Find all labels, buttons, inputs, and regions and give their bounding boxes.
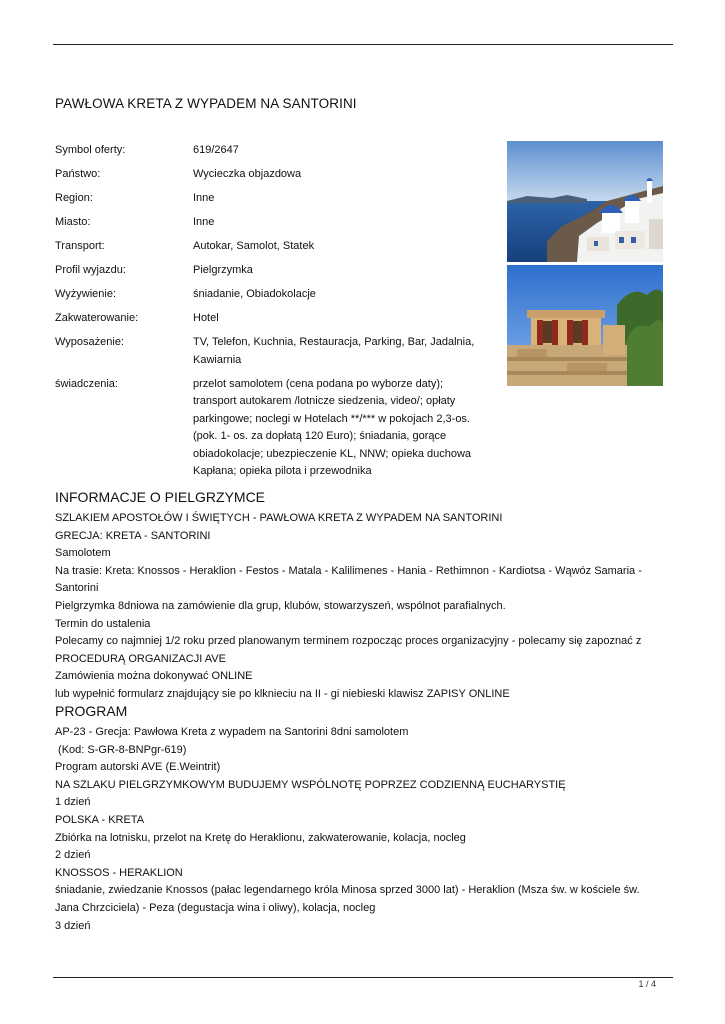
- spec-label: Państwo:: [55, 168, 101, 180]
- spec-row: [55, 214, 495, 232]
- spec-label: świadczenia:: [55, 377, 118, 390]
- spec-row: [55, 376, 495, 481]
- spec-row: [55, 310, 495, 328]
- spec-value: TV, Telefon, Kuchnia, Restauracja, Parking, Bar, Jadalnia, Kawiarnia: [193, 336, 475, 366]
- spec-row: [55, 334, 495, 369]
- page-number: 1 / 4: [638, 979, 656, 989]
- program-line: POLSKA - KRETA: [55, 813, 145, 826]
- spec-value: 619/2647: [193, 144, 239, 156]
- spec-label: Wyposażenie:: [55, 336, 124, 348]
- spec-value: Pielgrzymka: [193, 264, 253, 276]
- knossos-photo: [507, 265, 663, 386]
- info-line: GRECJA: KRETA - SANTORINI: [55, 529, 211, 542]
- spec-row: [55, 190, 495, 208]
- program-line: Zbiórka na lotnisku, przelot na Kretę do Heraklionu, zakwaterowanie, kolacja, nocleg: [55, 831, 466, 844]
- spec-label: Transport:: [55, 240, 105, 252]
- santorini-photo: [507, 141, 663, 262]
- program-line: (Kod: S-GR-8-BNPgr-619): [55, 743, 187, 756]
- spec-value: Hotel: [193, 312, 219, 324]
- program-line: Program autorski AVE (E.Weintrit): [55, 761, 221, 774]
- spec-value: Inne: [193, 216, 215, 228]
- spec-label: Wyżywienie:: [55, 288, 117, 300]
- program-heading: PROGRAM: [55, 703, 128, 719]
- info-line: lub wypełnić formularz znajdujący sie po klknieciu na II - gi niebieski klawisz ZAPISY ONLINE: [55, 687, 510, 700]
- spec-row: [55, 286, 495, 304]
- info-line: Polecamy co najmniej 1/2 roku przed planowanym terminem rozpocząc proces organizacyjny - polecamy się zapoznać z PROCEDURĄ ORGANIZACJI AVE: [55, 635, 642, 665]
- spec-value: śniadanie, Obiadokolacje: [193, 288, 316, 300]
- info-line: Pielgrzymka 8dniowa na zamówienie dla grup, klubów, stowarzyszeń, wspólnot parafialnych.: [55, 599, 506, 612]
- info-line: Termin do ustalenia: [55, 617, 151, 630]
- program-line: KNOSSOS - HERAKLION: [55, 866, 183, 879]
- footer-rule: [53, 977, 673, 978]
- spec-row: [55, 142, 495, 160]
- spec-label: Symbol oferty:: [55, 144, 126, 156]
- info-line: Zamówienia można dokonywać ONLINE: [55, 670, 253, 683]
- spec-row: [55, 262, 495, 280]
- spec-label: Profil wyjazdu:: [55, 264, 126, 276]
- spec-value: Wycieczka objazdowa: [193, 168, 302, 180]
- program-line: śniadanie, zwiedzanie Knossos (pałac legendarnego króla Minosa sprzed 3000 lat) - Heraklion (Msza św. w kościele św. Jana Chrzciciela) - Peza (degustacja wina i oliwy), kolacja, nocleg: [55, 884, 640, 914]
- spec-value: przelot samolotem (cena podana po wyborze daty); transport autokarem /lotnicze siedzenia, video/; opłaty parkingowe; noclegi w Hotelach **/*** w pokojach 2,3-os. (pok. 1- os. za dopłatą 120 Euro); śniadania, gorące obiadokolacje; ubezpieczenie KL, NNW; opieka duchowa Kapłana; opieka pilota i przewodnika: [193, 377, 472, 477]
- program-line: NA SZLAKU PIELGRZYMKOWYM BUDUJEMY WSPÓLNOTĘ POPRZEZ CODZIENNĄ EUCHARYSTIĘ: [55, 778, 566, 791]
- info-heading: INFORMACJE O PIELGRZYMCE: [55, 489, 266, 505]
- info-section: [55, 510, 665, 704]
- program-line: AP-23 - Grecja: Pawłowa Kreta z wypadem na Santorini 8dni samolotem: [55, 726, 409, 738]
- info-line: Samolotem: [55, 547, 111, 560]
- program-section: [55, 724, 665, 935]
- spec-value: Inne: [193, 192, 215, 204]
- spec-value: Autokar, Samolot, Statek: [193, 240, 315, 252]
- spec-row: [55, 238, 495, 256]
- spec-label: Region:: [55, 192, 93, 204]
- info-line: SZLAKIEM APOSTOŁÓW I ŚWIĘTYCH - PAWŁOWA KRETA Z WYPADEM NA SANTORINI: [55, 512, 503, 524]
- program-line: 3 dzień: [55, 919, 91, 932]
- offer-specs: [55, 142, 495, 487]
- program-line: 1 dzień: [55, 796, 91, 809]
- header-rule: [53, 44, 673, 45]
- spec-label: Miasto:: [55, 216, 91, 228]
- program-line: 2 dzień: [55, 849, 91, 862]
- spec-row: [55, 166, 495, 184]
- spec-label: Zakwaterowanie:: [55, 312, 139, 324]
- info-line: Na trasie: Kreta: Knossos - Heraklion - Festos - Matala - Kalilimenes - Hania - Rethimnon - Kardiotsa - Wąwóz Samaria - Santorini: [55, 564, 642, 595]
- offer-title: PAWŁOWA KRETA Z WYPADEM NA SANTORINI: [55, 96, 357, 111]
